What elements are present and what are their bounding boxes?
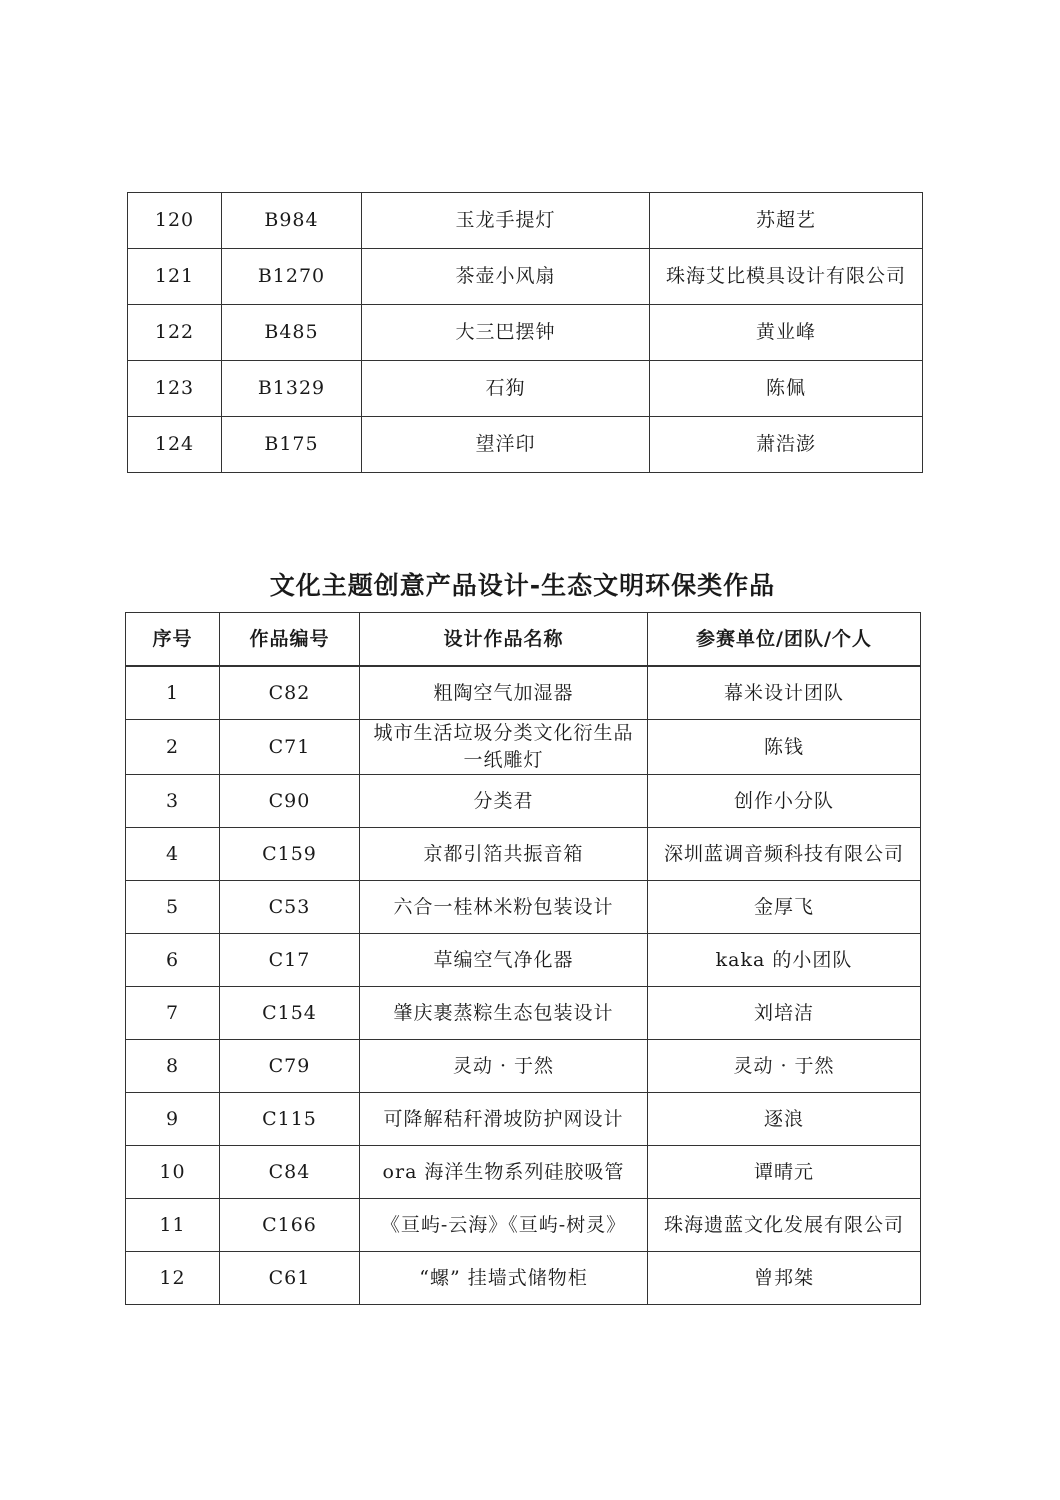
entry-id: C159 — [220, 828, 360, 881]
entry-name: 粗陶空气加湿器 — [360, 666, 648, 720]
entry-number: 122 — [128, 305, 222, 361]
entry-number: 124 — [128, 417, 222, 473]
entry-name: 石狗 — [362, 361, 650, 417]
entry-id: C17 — [220, 934, 360, 987]
entry-id: C90 — [220, 775, 360, 828]
header-row — [126, 613, 921, 667]
entry-name: 肇庆裹蒸粽生态包装设计 — [360, 987, 648, 1040]
entry-name: ora 海洋生物系列硅胶吸管 — [360, 1146, 648, 1199]
table-row — [126, 775, 921, 828]
entry-team: 灵动 · 于然 — [648, 1040, 921, 1093]
entry-number: 10 — [126, 1146, 220, 1199]
section-title: 文化主题创意产品设计-生态文明环保类作品 — [269, 571, 776, 600]
entry-team: 陈佩 — [650, 361, 923, 417]
entry-team: kaka 的小团队 — [648, 934, 921, 987]
entry-number: 2 — [126, 720, 220, 775]
entry-number: 12 — [126, 1252, 220, 1305]
entry-id: C61 — [220, 1252, 360, 1305]
entry-id: C115 — [220, 1093, 360, 1146]
table-row — [126, 1146, 921, 1199]
entry-name: 城市生活垃圾分类文化衍生品一纸雕灯 — [360, 720, 648, 775]
entry-team: 金厚飞 — [648, 881, 921, 934]
entry-team: 刘培洁 — [648, 987, 921, 1040]
entry-name: 茶壶小风扇 — [362, 249, 650, 305]
table-row — [126, 987, 921, 1040]
entry-id: B984 — [222, 193, 362, 249]
table-row — [128, 249, 923, 305]
header-number: 序号 — [126, 613, 220, 667]
entry-name: 灵动 · 于然 — [360, 1040, 648, 1093]
entry-name: 京都引箔共振音箱 — [360, 828, 648, 881]
table-row — [126, 1040, 921, 1093]
entry-id: B175 — [222, 417, 362, 473]
entry-team: 曾邦桀 — [648, 1252, 921, 1305]
header-name: 设计作品名称 — [360, 613, 648, 667]
header-team: 参赛单位/团队/个人 — [648, 613, 921, 667]
entry-team: 苏超艺 — [650, 193, 923, 249]
entry-name: 玉龙手提灯 — [362, 193, 650, 249]
entry-team: 深圳蓝调音频科技有限公司 — [648, 828, 921, 881]
entry-number: 6 — [126, 934, 220, 987]
entry-id: C84 — [220, 1146, 360, 1199]
table-row — [126, 720, 921, 775]
entry-team: 黄业峰 — [650, 305, 923, 361]
entry-number: 120 — [128, 193, 222, 249]
entry-name: 六合一桂林米粉包装设计 — [360, 881, 648, 934]
entry-name: 大三巴摆钟 — [362, 305, 650, 361]
entry-name: 草编空气净化器 — [360, 934, 648, 987]
entry-name: 可降解秸秆滑坡防护网设计 — [360, 1093, 648, 1146]
entry-id: C79 — [220, 1040, 360, 1093]
entry-team: 逐浪 — [648, 1093, 921, 1146]
entry-name: 望洋印 — [362, 417, 650, 473]
entry-id: B1270 — [222, 249, 362, 305]
table-row — [126, 1199, 921, 1252]
table-row — [126, 934, 921, 987]
table-row — [126, 828, 921, 881]
entry-team: 珠海艾比模具设计有限公司 — [650, 249, 923, 305]
entry-number: 11 — [126, 1199, 220, 1252]
table-row — [126, 881, 921, 934]
entry-number: 3 — [126, 775, 220, 828]
entry-team: 萧浩澎 — [650, 417, 923, 473]
table-row — [128, 361, 923, 417]
entry-id: B1329 — [222, 361, 362, 417]
table-row — [128, 193, 923, 249]
entry-team: 创作小分队 — [648, 775, 921, 828]
entry-name: 《亘屿-云海》《亘屿-树灵》 — [360, 1199, 648, 1252]
entry-team: 陈钱 — [648, 720, 921, 775]
table-row — [128, 417, 923, 473]
entry-name: 分类君 — [360, 775, 648, 828]
entry-number: 5 — [126, 881, 220, 934]
eco-category-table — [125, 612, 921, 1305]
table-row — [128, 305, 923, 361]
entry-number: 9 — [126, 1093, 220, 1146]
table-row — [126, 1093, 921, 1146]
entry-id: C154 — [220, 987, 360, 1040]
entry-id: C53 — [220, 881, 360, 934]
previous-section-table — [127, 192, 923, 473]
entry-number: 121 — [128, 249, 222, 305]
entry-team: 谭晴元 — [648, 1146, 921, 1199]
table-row — [126, 1252, 921, 1305]
entry-id: C82 — [220, 666, 360, 720]
entry-id: B485 — [222, 305, 362, 361]
entry-team: 珠海遗蓝文化发展有限公司 — [648, 1199, 921, 1252]
entry-number: 4 — [126, 828, 220, 881]
entry-name: “螺” 挂墙式储物柜 — [360, 1252, 648, 1305]
header-id: 作品编号 — [220, 613, 360, 667]
entry-number: 7 — [126, 987, 220, 1040]
entry-id: C71 — [220, 720, 360, 775]
entry-id: C166 — [220, 1199, 360, 1252]
entry-team: 幕米设计团队 — [648, 666, 921, 720]
entry-number: 8 — [126, 1040, 220, 1093]
table-row — [126, 666, 921, 720]
entry-number: 123 — [128, 361, 222, 417]
entry-number: 1 — [126, 666, 220, 720]
